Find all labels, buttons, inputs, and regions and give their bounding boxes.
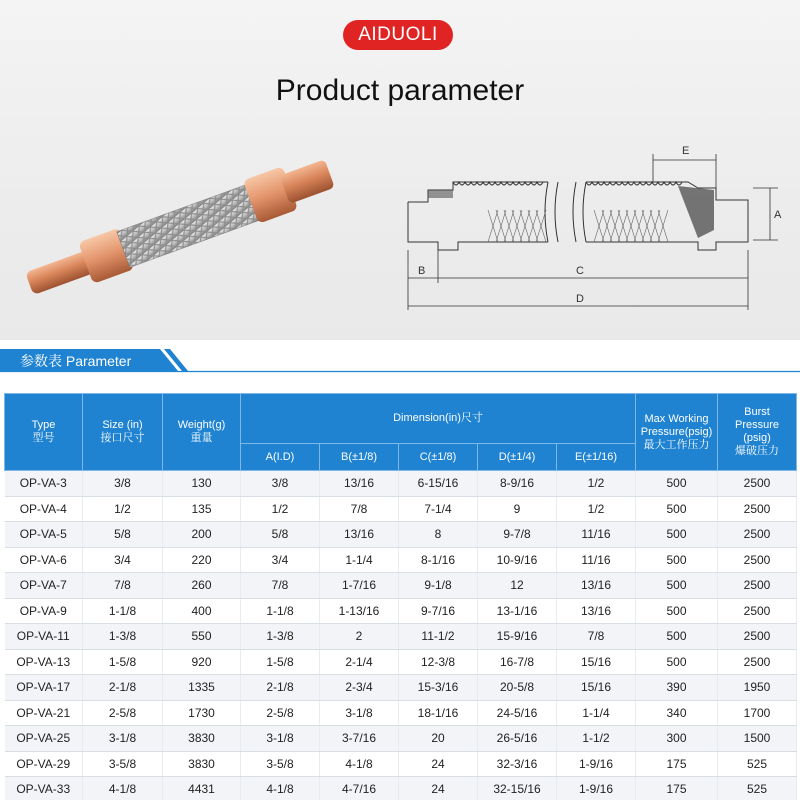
table-cell: 20 <box>399 726 478 752</box>
table-cell: 2500 <box>718 649 797 675</box>
table-cell: 1-1/8 <box>241 598 320 624</box>
table-cell: 11-1/2 <box>399 624 478 650</box>
table-cell: OP-VA-3 <box>5 471 83 497</box>
diagram-label-c: C <box>576 265 584 277</box>
table-cell: 24-5/16 <box>478 700 557 726</box>
table-cell: 9-7/8 <box>478 522 557 548</box>
table-cell: 32-3/16 <box>478 751 557 777</box>
table-cell: 18-1/16 <box>399 700 478 726</box>
table-cell: 390 <box>636 675 718 701</box>
table-cell: 1-1/4 <box>320 547 399 573</box>
table-cell: 1-1/2 <box>557 726 636 752</box>
table-cell: 500 <box>636 624 718 650</box>
table-cell: 9-1/8 <box>399 573 478 599</box>
table-cell: OP-VA-9 <box>5 598 83 624</box>
table-cell: 3-1/8 <box>83 726 163 752</box>
table-cell: 3/4 <box>83 547 163 573</box>
table-cell: 3830 <box>163 751 241 777</box>
table-cell: 2-3/4 <box>320 675 399 701</box>
table-cell: 13/16 <box>320 522 399 548</box>
table-cell: 4-1/8 <box>241 777 320 800</box>
table-row <box>5 471 797 497</box>
table-cell: 7-1/4 <box>399 496 478 522</box>
table-cell: 8-1/16 <box>399 547 478 573</box>
table-cell: 7/8 <box>557 624 636 650</box>
parameter-section-title: 参数表 Parameter <box>20 353 132 369</box>
table-cell: 2500 <box>718 522 797 548</box>
table-cell: 4-1/8 <box>320 751 399 777</box>
table-cell: 1500 <box>718 726 797 752</box>
brand-badge: AIDUOLI <box>343 20 453 50</box>
table-cell: 500 <box>636 522 718 548</box>
table-cell: 1-5/8 <box>241 649 320 675</box>
table-cell: 300 <box>636 726 718 752</box>
header-e: E(±1/16) <box>557 444 636 471</box>
table-cell: 3830 <box>163 726 241 752</box>
product-image <box>20 155 340 305</box>
table-cell: 2500 <box>718 496 797 522</box>
table-cell: 15/16 <box>557 675 636 701</box>
table-cell: 175 <box>636 777 718 800</box>
table-cell: OP-VA-11 <box>5 624 83 650</box>
table-cell: 500 <box>636 547 718 573</box>
table-cell: 13/16 <box>320 471 399 497</box>
table-cell: 2-5/8 <box>241 700 320 726</box>
table-cell: 7/8 <box>241 573 320 599</box>
table-cell: OP-VA-33 <box>5 777 83 800</box>
header-d: D(±1/4) <box>478 444 557 471</box>
table-cell: OP-VA-7 <box>5 573 83 599</box>
table-row <box>5 522 797 548</box>
page-title: Product parameter <box>275 74 525 107</box>
table-cell: 2-1/8 <box>241 675 320 701</box>
table-cell: 20-5/8 <box>478 675 557 701</box>
table-cell: 15-9/16 <box>478 624 557 650</box>
table-cell: OP-VA-5 <box>5 522 83 548</box>
table-row <box>5 675 797 701</box>
table-cell: 15-3/16 <box>399 675 478 701</box>
table-cell: 340 <box>636 700 718 726</box>
table-cell: 1335 <box>163 675 241 701</box>
header-type: Type 型号 <box>5 394 83 471</box>
table-cell: 3/4 <box>241 547 320 573</box>
header-c: C(±1/8) <box>399 444 478 471</box>
table-row <box>5 547 797 573</box>
header-size: Size (in) 接口尺寸 <box>83 394 163 471</box>
table-cell: 3-5/8 <box>83 751 163 777</box>
table-cell: 130 <box>163 471 241 497</box>
table-cell: 1-9/16 <box>557 777 636 800</box>
table-cell: 8-9/16 <box>478 471 557 497</box>
table-cell: OP-VA-13 <box>5 649 83 675</box>
header-weight: Weight(g) 重量 <box>163 394 241 471</box>
table-cell: 8 <box>399 522 478 548</box>
table-cell: 500 <box>636 573 718 599</box>
table-cell: 1950 <box>718 675 797 701</box>
table-cell: 260 <box>163 573 241 599</box>
table-cell: 11/16 <box>557 547 636 573</box>
table-cell: 500 <box>636 496 718 522</box>
table-cell: OP-VA-29 <box>5 751 83 777</box>
table-cell: 1-9/16 <box>557 751 636 777</box>
table-row <box>5 777 797 800</box>
table-cell: 2500 <box>718 573 797 599</box>
table-cell: 2-1/4 <box>320 649 399 675</box>
table-cell: 2-5/8 <box>83 700 163 726</box>
diagram-label-e: E <box>682 145 690 157</box>
table-cell: 7/8 <box>83 573 163 599</box>
table-cell: 500 <box>636 649 718 675</box>
table-cell: 13-1/16 <box>478 598 557 624</box>
table-cell: 3-1/8 <box>241 726 320 752</box>
table-cell: 4431 <box>163 777 241 800</box>
table-cell: 500 <box>636 471 718 497</box>
table-cell: 2 <box>320 624 399 650</box>
table-cell: 1/2 <box>557 496 636 522</box>
table-cell: 6-15/16 <box>399 471 478 497</box>
table-cell: 1-5/8 <box>83 649 163 675</box>
table-cell: 1-3/8 <box>83 624 163 650</box>
table-cell: 12 <box>478 573 557 599</box>
table-cell: 3/8 <box>241 471 320 497</box>
table-cell: 3/8 <box>83 471 163 497</box>
table-cell: 24 <box>399 751 478 777</box>
table-cell: 7/8 <box>320 496 399 522</box>
table-cell: 1700 <box>718 700 797 726</box>
header-a: A(I.D) <box>241 444 320 471</box>
table-cell: 24 <box>399 777 478 800</box>
table-cell: 1/2 <box>557 471 636 497</box>
table-cell: 3-7/16 <box>320 726 399 752</box>
table-cell: 2500 <box>718 471 797 497</box>
table-cell: 200 <box>163 522 241 548</box>
table-cell: 13/16 <box>557 598 636 624</box>
table-cell: 4-1/8 <box>83 777 163 800</box>
table-cell: 5/8 <box>83 522 163 548</box>
table-cell: OP-VA-17 <box>5 675 83 701</box>
table-cell: 26-5/16 <box>478 726 557 752</box>
table-cell: 9-7/16 <box>399 598 478 624</box>
table-cell: 220 <box>163 547 241 573</box>
parameter-table <box>4 393 797 800</box>
table-cell: 1-13/16 <box>320 598 399 624</box>
table-cell: 1-1/4 <box>557 700 636 726</box>
table-cell: 1-7/16 <box>320 573 399 599</box>
table-cell: 4-7/16 <box>320 777 399 800</box>
table-row <box>5 573 797 599</box>
table-row <box>5 649 797 675</box>
table-cell: 175 <box>636 751 718 777</box>
table-row <box>5 726 797 752</box>
table-row <box>5 598 797 624</box>
table-cell: 400 <box>163 598 241 624</box>
table-cell: 9 <box>478 496 557 522</box>
table-cell: 3-1/8 <box>320 700 399 726</box>
table-cell: OP-VA-4 <box>5 496 83 522</box>
header-dimension: Dimension(in)尺寸 <box>241 394 636 444</box>
table-cell: 1-3/8 <box>241 624 320 650</box>
table-cell: 12-3/8 <box>399 649 478 675</box>
table-row <box>5 700 797 726</box>
table-cell: 10-9/16 <box>478 547 557 573</box>
table-cell: 2500 <box>718 624 797 650</box>
header-max-pressure: Max Working Pressure(psig) 最大工作压力 <box>636 394 718 471</box>
header-burst-pressure: Burst Pressure (psig) 爆破压力 <box>718 394 797 471</box>
table-cell: 16-7/8 <box>478 649 557 675</box>
table-cell: 135 <box>163 496 241 522</box>
header-b: B(±1/8) <box>320 444 399 471</box>
table-cell: 2500 <box>718 547 797 573</box>
table-cell: 2-1/8 <box>83 675 163 701</box>
table-cell: 5/8 <box>241 522 320 548</box>
table-row <box>5 751 797 777</box>
table-cell: 3-5/8 <box>241 751 320 777</box>
table-cell: OP-VA-6 <box>5 547 83 573</box>
table-row <box>5 624 797 650</box>
table-cell: 525 <box>718 777 797 800</box>
table-cell: 32-15/16 <box>478 777 557 800</box>
table-cell: 13/16 <box>557 573 636 599</box>
table-cell: 11/16 <box>557 522 636 548</box>
table-cell: 1/2 <box>83 496 163 522</box>
table-cell: 1730 <box>163 700 241 726</box>
table-cell: 15/16 <box>557 649 636 675</box>
diagram-label-d: D <box>576 293 584 305</box>
table-cell: 525 <box>718 751 797 777</box>
table-cell: OP-VA-21 <box>5 700 83 726</box>
diagram-label-a: A <box>774 209 782 221</box>
table-cell: 500 <box>636 598 718 624</box>
table-cell: 1-1/8 <box>83 598 163 624</box>
dimension-diagram <box>398 138 788 318</box>
diagram-label-b: B <box>418 265 426 277</box>
table-cell: 920 <box>163 649 241 675</box>
table-cell: 1/2 <box>241 496 320 522</box>
table-cell: 550 <box>163 624 241 650</box>
table-cell: 2500 <box>718 598 797 624</box>
table-row <box>5 496 797 522</box>
table-cell: OP-VA-25 <box>5 726 83 752</box>
